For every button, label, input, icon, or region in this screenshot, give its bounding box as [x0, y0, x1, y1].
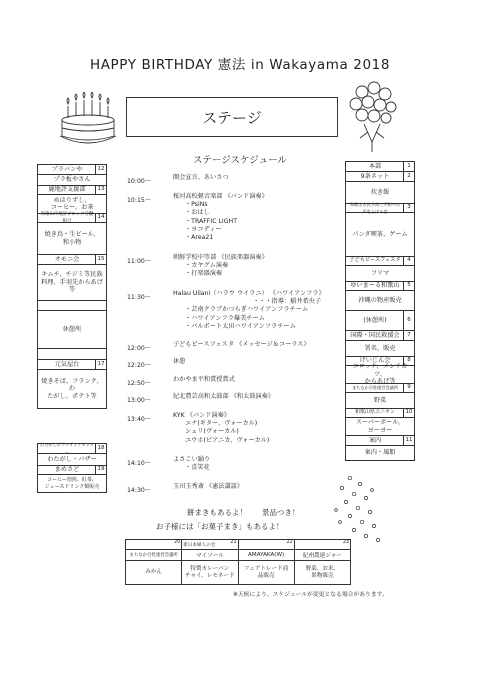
booth-body — [38, 370, 106, 408]
booth-spacer — [38, 301, 106, 311]
booth-header — [182, 540, 237, 550]
booth-body — [346, 291, 414, 311]
schedule-line: ユウホ(ピアニカ、ヴォーカル) — [185, 436, 270, 444]
rest-area — [38, 311, 106, 349]
bottom-booth — [239, 540, 295, 584]
schedule-time: 10:00〜 — [127, 178, 152, 185]
booth-label: 焼きそば、フランク、わ — [41, 377, 103, 393]
schedule-line: ・TRAFFIC LIGHT — [185, 217, 237, 225]
booth-number: 1 — [403, 162, 414, 171]
booth-header — [346, 201, 414, 214]
schedule-line: ・カヤグム演奏 — [185, 262, 229, 270]
booth-label: スーパーボール、 — [355, 419, 405, 426]
bottom-booth — [126, 540, 182, 584]
booth-header — [346, 257, 414, 266]
schedule-line: 桜河高校軽音楽部 《バンド演奏》 — [173, 193, 268, 200]
booth-number: 7 — [403, 331, 414, 340]
booth-number: 12 — [95, 165, 106, 174]
booth-label: 署名、販売 — [364, 344, 396, 352]
schedule-item — [173, 290, 325, 331]
booth-label: キムチ、チジミ等民族 — [41, 271, 103, 279]
schedule-line: エナ(ギター、ヴォーカル) — [185, 420, 258, 428]
booth-body — [346, 341, 414, 357]
booth-label: 等 — [68, 286, 76, 294]
schedule-time: 11:00〜 — [127, 258, 152, 265]
flower-bouquet-icon — [342, 80, 402, 154]
schedule-time: 14:30〜 — [127, 487, 152, 494]
schedule-line: ・パルポート太田ハワイアンフラチーム — [185, 322, 296, 330]
booth-body — [38, 265, 106, 301]
schedule-time: 14:10〜 — [127, 460, 152, 467]
booth-header — [346, 282, 414, 291]
booth-label: コーヒー、お茶 — [50, 204, 94, 211]
bottom-booth — [295, 540, 350, 584]
schedule-title: ステージスケジュール — [193, 155, 287, 166]
schedule-line: わかやま平和賞授賞式 — [173, 376, 235, 383]
booth-label: 案内・風船 — [364, 449, 396, 457]
bottom-booth — [182, 540, 238, 584]
schedule-line: KYK 《バンド演奏》 — [173, 412, 230, 419]
booth-number: 6 — [403, 311, 414, 330]
booth-label: フリマ — [370, 269, 390, 277]
booth-number: 10 — [403, 409, 414, 417]
booth-header — [38, 360, 106, 370]
schedule-time: 12:20〜 — [127, 362, 152, 369]
booth-header — [346, 409, 414, 418]
booth-label: ジュースドリンク類販売 — [44, 483, 100, 490]
booth-label: わたがしボランティアセンター — [40, 442, 94, 455]
stage-label-box — [126, 97, 338, 137]
schedule-item — [173, 376, 235, 384]
booth-label: 品販売 — [257, 572, 275, 579]
schedule-item — [173, 254, 268, 279]
booth-header — [126, 540, 181, 550]
schedule-line: ・喜笑花 — [185, 464, 210, 472]
booth-number: 9 — [403, 384, 414, 392]
booth-body — [346, 213, 414, 257]
booth-body — [38, 475, 106, 492]
schedule-item — [173, 483, 243, 491]
booth-label: めはりずし、 — [53, 196, 91, 204]
booth-label: 和歌山県ユニオン — [354, 409, 395, 416]
bottom-booths — [125, 539, 351, 585]
booth-label: チャイ、レモネード — [185, 572, 235, 579]
schedule-time: 13:40〜 — [127, 416, 152, 423]
booth-header — [346, 172, 414, 182]
booth-label: 国際・国民救援会 — [350, 331, 400, 339]
booth-label: コロッケ、メンチカツ、 — [352, 363, 408, 378]
schedule-time: 12:00〜 — [127, 345, 152, 352]
confetti-icon — [320, 470, 390, 550]
mochi-note: 餅まきもあるよ！ — [187, 508, 247, 517]
schedule-line: 紀北農芸高和太鼓部 《和太鼓演奏》 — [173, 393, 274, 400]
schedule-item — [173, 341, 310, 349]
schedule-time: 13:00〜 — [127, 397, 152, 404]
booth-body — [38, 454, 106, 466]
schedule-item — [173, 393, 274, 401]
booth-body — [346, 393, 414, 409]
birthday-cake-icon — [54, 92, 120, 152]
booth-header — [38, 211, 106, 224]
booth-label: 野菜、お米、 — [305, 565, 340, 572]
schedule-line: ・芸南クラブかつらぎハワイアンフラチーム — [185, 306, 309, 314]
schedule-line: ・ヨコディー — [185, 225, 222, 233]
booth-label: 沖縄の物産販売 — [358, 296, 402, 304]
booth-header — [38, 466, 106, 475]
booth-label: オモニ会 — [54, 255, 80, 263]
page-title: HAPPY BIRTHDAY 憲法 in Wakayama 2018 — [89, 57, 391, 73]
booth-label: 休憩所 — [62, 325, 82, 333]
booth-number: 15 — [95, 255, 106, 264]
booth-label: ゆいまーる和歌山 — [350, 282, 400, 290]
booth-label: 本部 — [368, 162, 382, 170]
schedule-line: ・・・指導：稲井希央子 — [253, 298, 322, 306]
booth-label: 9条ネット — [360, 172, 390, 180]
booth-label: 特製カレーパン — [190, 565, 230, 572]
booth-label: 果物販売 — [311, 572, 334, 579]
left-booth-column — [37, 164, 107, 409]
booth-body — [295, 561, 350, 584]
booth-name: 紀州農連ジャー — [295, 550, 350, 561]
booth-header — [38, 444, 106, 454]
booth-name: マイソール — [182, 550, 237, 561]
booth-body — [346, 266, 414, 282]
booth-body — [38, 175, 106, 186]
booth-label: 料理、手羽先からあげ — [41, 278, 103, 286]
booth-header — [346, 436, 414, 446]
booth-spacer — [38, 349, 106, 360]
booth-label: 和歌山市民共同で平和への声を上げる会 — [349, 201, 401, 214]
booth-number: 2 — [403, 172, 414, 181]
booth-number: 22 — [286, 540, 293, 545]
booth-body — [346, 418, 414, 436]
booth-number: 3 — [403, 204, 414, 212]
booth-header — [346, 162, 414, 172]
schedule-time: 10:15〜 — [127, 197, 152, 204]
schedule-time: 11:30〜 — [127, 294, 152, 301]
booth-number: 14 — [95, 214, 106, 222]
booth-body — [346, 446, 414, 460]
booth-label: 焼き鳥・生ビール、 — [44, 231, 100, 238]
booth-number: 17 — [95, 360, 106, 369]
booth-header — [38, 165, 106, 175]
booth-number: 21 — [230, 540, 237, 545]
booth-label: わたがし・バザー — [47, 455, 97, 463]
schedule-time: 12:50〜 — [127, 380, 152, 387]
booth-label: (休憩所) — [363, 316, 387, 324]
booth-label: まめさど — [54, 466, 80, 474]
booth-body — [126, 561, 181, 584]
booth-body — [346, 311, 414, 331]
booth-label: フェアトレード商 — [243, 565, 289, 572]
booth-label: プラバンや — [51, 165, 83, 173]
schedule-line: 開会宣言、あいさつ — [173, 174, 229, 181]
booth-header — [38, 255, 106, 265]
booth-body — [346, 363, 414, 386]
schedule-item — [173, 358, 185, 366]
booth-label: 元気屋台 — [54, 360, 80, 368]
schedule-line: よさこい踊り — [173, 456, 211, 463]
booth-number: 18 — [95, 444, 106, 453]
booth-header — [295, 540, 350, 550]
schedule-line: 子どもピースフェスタ 《メッセージ＆コーラス》 — [173, 341, 310, 348]
booth-number: 5 — [403, 282, 414, 290]
schedule-line: シュリ(ヴォーカル) — [185, 428, 239, 436]
booth-number: 4 — [403, 257, 414, 265]
booth-label: からあげ等 — [364, 378, 396, 386]
booth-label: パンダ喫茶、ゲーム — [352, 230, 408, 238]
booth-number: 19 — [95, 466, 106, 474]
booth-body — [38, 223, 106, 255]
schedule-line: 朝鮮学校中等部 《民族楽器演奏》 — [173, 254, 268, 261]
right-booth-column — [345, 161, 415, 461]
booth-number: 8 — [403, 357, 414, 365]
schedule-line: ・おはし — [185, 209, 210, 217]
booth-header — [346, 384, 414, 393]
booth-header — [239, 540, 294, 550]
booth-label: コーヒー焙煎、紅茶、 — [47, 477, 97, 483]
booth-header — [346, 331, 414, 341]
booth-label: 野菜 — [373, 396, 387, 404]
prize-note: 景品つき！ — [262, 508, 300, 517]
schedule-line: 玉田玉秀斎 《憲法講談》 — [173, 483, 244, 490]
booth-org: 新日本婦人の会 — [183, 542, 216, 548]
stage-label: ステージ — [202, 108, 262, 127]
booth-label: けいじん会 — [359, 357, 391, 365]
schedule-item — [173, 412, 269, 445]
schedule-item — [173, 174, 229, 182]
booth-label: プラ板やさん — [53, 176, 91, 184]
okashi-note: お子様には「お菓子まき」もあるよ！ — [156, 522, 284, 531]
booth-name: まちなか百姓運営会議所 — [126, 550, 181, 561]
schedule-line: ・Area21 — [185, 234, 214, 242]
booth-number: 23 — [342, 540, 349, 545]
schedule-line: ・打楽器演奏 — [185, 270, 223, 278]
booth-label: 鹿地評支援部 — [48, 186, 86, 194]
booth-label: たがし、ポテト等 — [47, 392, 97, 400]
booth-number: 20 — [174, 540, 181, 545]
booth-label: 和歌山市地評ブロック労働組合 — [40, 211, 94, 224]
booth-body — [239, 561, 294, 584]
schedule-line: 休憩 — [173, 358, 186, 365]
booth-header — [38, 186, 106, 195]
schedule-line: Halau Uilani（ハラウ ウイラニ） 《ハワイアンフラ》 — [173, 290, 325, 297]
booth-number: 13 — [95, 186, 106, 194]
booth-label: ヨーヨー — [367, 426, 393, 434]
schedule-item — [173, 456, 210, 472]
booth-label: 和小物 — [62, 238, 82, 246]
schedule-line: ・ハワイアンフラ爆美チーム — [185, 314, 265, 322]
booth-label: まちなか百姓運営会議所 — [351, 385, 399, 391]
booth-label: 案内 — [368, 436, 382, 444]
booth-body — [182, 561, 237, 584]
booth-name: AMAYAKA(W) — [239, 550, 294, 561]
booth-label: 子どもピースフェスタ — [349, 257, 401, 264]
booth-number: 11 — [403, 436, 414, 445]
schedule-item — [173, 193, 268, 242]
left-booth-column-lower — [37, 443, 107, 493]
booth-label: みかん — [145, 569, 163, 575]
schedule-line: ・PsiNs — [185, 201, 208, 209]
booth-label: 炊き飯 — [370, 188, 390, 196]
footnote: ※天候により、スケジュールが変更となる場合があります。 — [233, 592, 388, 598]
